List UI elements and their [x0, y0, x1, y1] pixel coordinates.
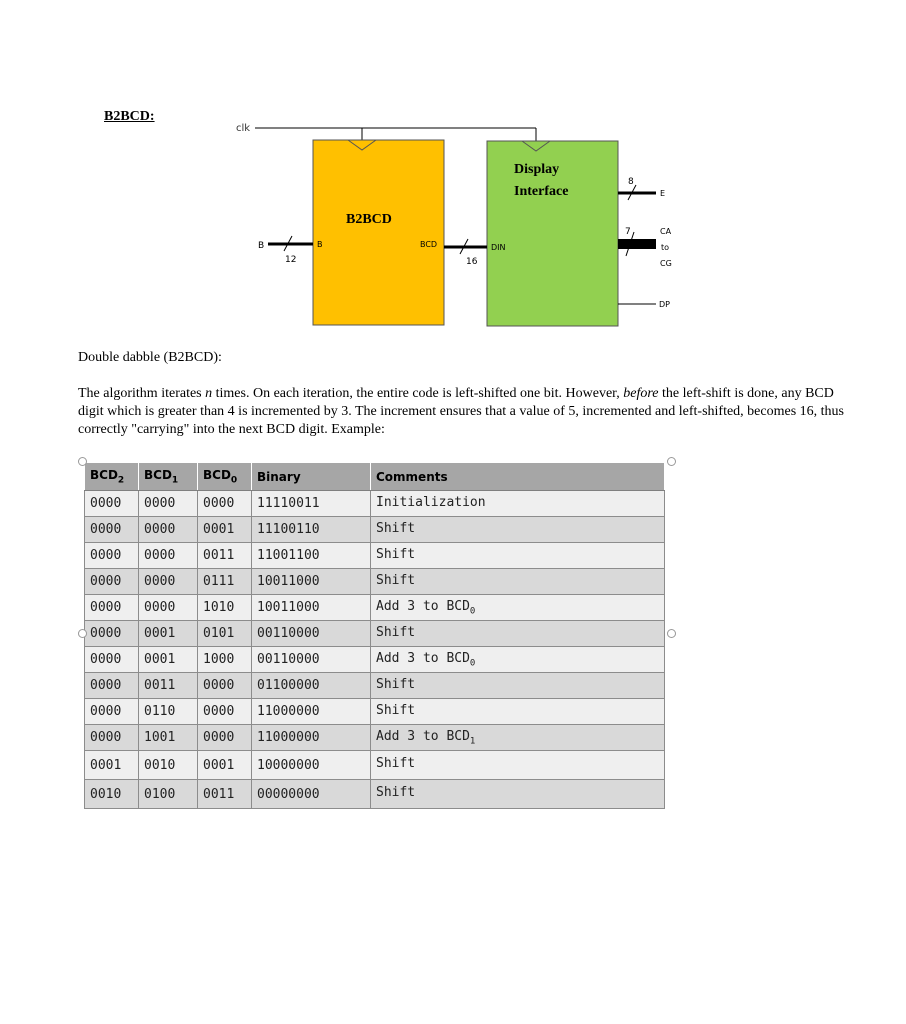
ca-label: CA [660, 227, 672, 236]
resize-handle-top-left[interactable] [78, 457, 87, 466]
cell-binary: 10000000 [252, 751, 371, 780]
cell-bcd2: 0000 [85, 621, 139, 647]
to-label: to [661, 243, 670, 252]
para-part3: the left-shift is done, any BCD digit which is greater than 4 is incremented by 3. The increment ensures that a value of 5, incremented and left-shifted, becomes 16, thus correctly "carrying" into the next BCD digit. Example: [78, 386, 845, 437]
table-row [85, 780, 665, 809]
cell-bcd1: 0000 [139, 569, 198, 595]
table-header-row [85, 463, 665, 491]
cell-bcd0: 0000 [198, 673, 252, 699]
cell-binary: 00110000 [252, 647, 371, 673]
header-comments: Comments [371, 463, 665, 491]
table-row [85, 569, 665, 595]
example-table-container [84, 462, 665, 809]
table-row [85, 673, 665, 699]
double-dabble-example-table [84, 462, 665, 809]
cell-comment: Shift [371, 569, 665, 595]
cell-bcd0: 1010 [198, 595, 252, 621]
cell-bcd2: 0000 [85, 595, 139, 621]
display-block-title-line1: Display [514, 162, 560, 177]
cell-comment: Shift [371, 673, 665, 699]
cell-bcd1: 0110 [139, 699, 198, 725]
cell-bcd0: 0000 [198, 699, 252, 725]
cell-bcd1: 0010 [139, 751, 198, 780]
cell-comment: Shift [371, 621, 665, 647]
cell-bcd1: 0100 [139, 780, 198, 809]
cell-comment: Add 3 to $BCD_0$ [371, 595, 665, 621]
cell-bcd2: 0000 [85, 699, 139, 725]
cell-comment: Initialization [371, 491, 665, 517]
ca-cg-width: 7 [625, 227, 631, 237]
cell-binary: 01100000 [252, 673, 371, 699]
para-part1: The algorithm iterates [78, 386, 206, 401]
ca-cg-bus [618, 239, 656, 249]
cell-bcd0: 0011 [198, 543, 252, 569]
cell-bcd2: 0000 [85, 725, 139, 751]
cell-bcd1: 0001 [139, 647, 198, 673]
resize-handle-top-right[interactable] [667, 457, 676, 466]
para-part2: times. On each iteration, the entire code is left-shifted one bit. However, [212, 386, 624, 401]
cell-bcd0: 0101 [198, 621, 252, 647]
cell-comment: Shift [371, 780, 665, 809]
para-before: before [623, 386, 659, 401]
algorithm-description [78, 385, 858, 439]
input-b-width: 12 [285, 255, 297, 265]
display-block-title-line2: Interface [514, 184, 569, 199]
table-row [85, 517, 665, 543]
cell-bcd1: 1001 [139, 725, 198, 751]
cell-bcd1: 0000 [139, 517, 198, 543]
b2bcd-block-title: B2BCD [346, 212, 392, 227]
table-row [85, 621, 665, 647]
cell-bcd1: 0001 [139, 621, 198, 647]
cell-bcd2: 0000 [85, 517, 139, 543]
cell-binary: 00110000 [252, 621, 371, 647]
cell-bcd0: 0001 [198, 517, 252, 543]
cell-bcd1: 0000 [139, 543, 198, 569]
bcd-port-label: BCD [420, 240, 438, 249]
cell-comment: Add 3 to $BCD_1$ [371, 725, 665, 751]
input-b-label: B [258, 241, 265, 251]
cell-comment: Add 3 to $BCD_0$ [371, 647, 665, 673]
e-width: 8 [628, 177, 634, 187]
cell-bcd1: 0011 [139, 673, 198, 699]
cell-bcd0: 1000 [198, 647, 252, 673]
section-heading: B2BCD: [104, 109, 155, 124]
cell-bcd2: 0001 [85, 751, 139, 780]
cell-bcd2: 0000 [85, 569, 139, 595]
table-row [85, 751, 665, 780]
cell-comment: Shift [371, 751, 665, 780]
cell-bcd2: 0000 [85, 647, 139, 673]
cell-bcd0: 0001 [198, 751, 252, 780]
cell-binary: 10011000 [252, 595, 371, 621]
table-row [85, 699, 665, 725]
cell-bcd0: 0111 [198, 569, 252, 595]
table-row [85, 543, 665, 569]
cell-binary: 10011000 [252, 569, 371, 595]
header-bcd1: $BCD_1$ [139, 463, 198, 491]
table-row [85, 491, 665, 517]
cell-bcd1: 0000 [139, 491, 198, 517]
cell-binary: 11001100 [252, 543, 371, 569]
cell-bcd1: 0000 [139, 595, 198, 621]
cell-comment: Shift [371, 543, 665, 569]
b2bcd-block [313, 140, 444, 325]
bcd-width: 16 [466, 257, 478, 267]
resize-handle-middle-left[interactable] [78, 629, 87, 638]
header-bcd2: $BCD_2$ [85, 463, 139, 491]
cell-binary: 11100110 [252, 517, 371, 543]
cell-bcd2: 0000 [85, 491, 139, 517]
cell-binary: 00000000 [252, 780, 371, 809]
header-bcd0: $BCD_0$ [198, 463, 252, 491]
table-row [85, 725, 665, 751]
b2bcd-block-diagram [0, 0, 906, 340]
table-row [85, 595, 665, 621]
cg-label: CG [660, 259, 672, 268]
input-b-port: B [317, 240, 323, 249]
cell-binary: 11000000 [252, 725, 371, 751]
e-label: E [660, 189, 666, 198]
cell-bcd0: 0000 [198, 491, 252, 517]
cell-bcd2: 0000 [85, 673, 139, 699]
cell-binary: 11000000 [252, 699, 371, 725]
cell-bcd0: 0011 [198, 780, 252, 809]
din-port-label: DIN [491, 243, 506, 252]
cell-comment: Shift [371, 517, 665, 543]
cell-bcd0: 0000 [198, 725, 252, 751]
cell-bcd2: 0010 [85, 780, 139, 809]
resize-handle-middle-right[interactable] [667, 629, 676, 638]
double-dabble-subtitle: Double dabble (B2BCD): [78, 350, 222, 365]
cell-bcd2: 0000 [85, 543, 139, 569]
header-binary: Binary [252, 463, 371, 491]
cell-binary: 11110011 [252, 491, 371, 517]
clk-label: clk [236, 123, 251, 134]
para-n: n [205, 386, 213, 401]
table-row [85, 647, 665, 673]
dp-label: DP [659, 300, 670, 309]
cell-comment: Shift [371, 699, 665, 725]
